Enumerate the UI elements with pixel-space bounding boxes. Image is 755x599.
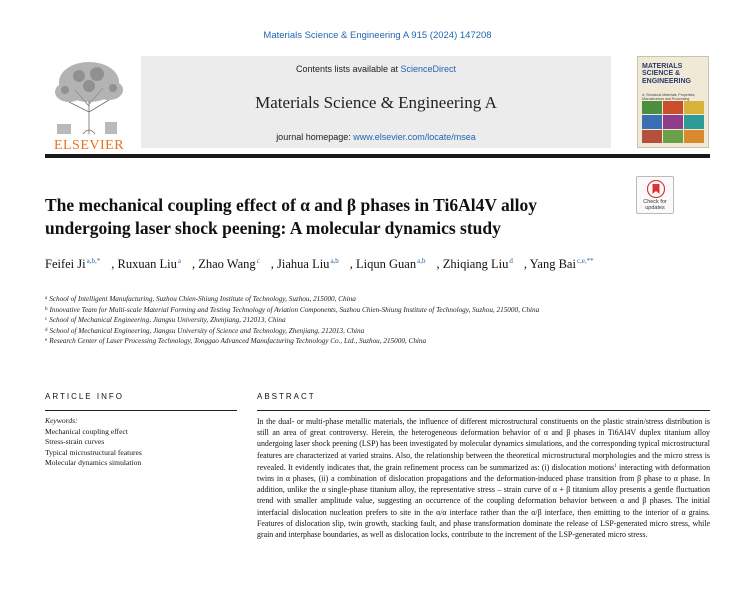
affiliation-text: School of Mechanical Engineering, Jiangsu University, Zhenjiang, 212013, China <box>49 316 286 324</box>
affiliation-marker: a <box>45 296 48 301</box>
affiliation-text: Innovative Team for Multi-scale Material Forming and Testing Technology of Aviation Components, Suzhou Chien-Shiung Institute of Technology, Suzhou, 215000, China <box>49 305 540 314</box>
author-name-text[interactable]: Zhiqiang Liu <box>442 257 509 271</box>
abstract-part-2: interacting with deformation twins in α phases, (ii) a combination of dislocation propagations and the deformation-induced phase transition from β phase to α phase. In addition, unlike the α single-phase titanium alloy, the representative stress – strain curve of α + β titanium alloy presents a gentle fluctuation trend with smaller amplitude value, suggesting an occurrence of the coupling deformation behavior between α and β phases. The initial interfacial dislocation nucleation prefers to site in the α/α interface rather than the α/β interface, then emitting to the interior of α grains. Features of dislocation slip, twin growth, stacking fault, and phase transformation dominate the release of LSP-generated micro stress, while grain and interphase boundaries, as well as dislocation locks, contribute to the increment of the LSP-generated micro stress. <box>257 462 711 540</box>
author-affiliation-marker[interactable]: a,b <box>330 257 339 265</box>
footnote-marker[interactable]: 1 <box>614 463 617 469</box>
contents-line <box>141 64 611 74</box>
cover-tile <box>642 130 662 143</box>
homepage-prefix: journal homepage: <box>276 132 354 142</box>
keyword-item[interactable]: Stress-strain curves <box>45 437 105 446</box>
cover-tile <box>684 115 704 128</box>
author-name-text[interactable]: Yang Bai <box>529 257 576 271</box>
masthead-rule <box>45 154 710 158</box>
author-name-text[interactable]: Liqun Guan <box>356 257 417 271</box>
author-name[interactable] <box>117 257 180 271</box>
check-for-updates-button[interactable] <box>636 176 674 214</box>
affiliation-marker: c <box>45 317 48 322</box>
journal-citation[interactable]: Materials Science & Engineering A 915 (2024) 147208 <box>263 30 492 41</box>
affiliation-text: School of Intelligent Manufacturing, Suzhou Chien-Shiung Institute of Technology, Suzhou, 215000, China <box>49 295 356 303</box>
author-affiliation-marker[interactable]: a,b,* <box>86 257 101 265</box>
author-name-text[interactable]: Ruxuan Liu <box>117 257 177 271</box>
article-title: The mechanical coupling effect of α and β phases in Ti6Al4V alloy undergoing laser shock peening: A molecular dynamics study <box>45 195 538 238</box>
abstract-part-1: In the dual- or multi-phase metallic materials, the influence of different microstructural constituents on the plastic strain/stress distribution is still an area of great controversy. Herein, the heterogeneous deformation behavior of α and β phases in Ti6Al4V duplex titanium alloy undergoing laser shock peening (LSP) has been investigated by molecular dynamics simulations, and the corresponding typical microstructural features are characterized at varied strains. Also, the relationship between the theoretical microstructural morphologies and the micro stress is revealed. It evidently indicates that, the grain refinement process can be summarized as: (i) dislocation motions <box>257 417 710 472</box>
publisher-name: ELSEVIER <box>53 138 125 153</box>
keywords-label: Keywords: <box>45 416 78 425</box>
contents-prefix: Contents lists available at <box>295 64 401 74</box>
author-name[interactable] <box>356 257 425 271</box>
cover-subtitle: A: Structural Materials: Properties, Microstructure and Processing <box>642 93 696 101</box>
author-affiliation-marker[interactable]: a <box>177 257 181 265</box>
journal-cover-thumbnail[interactable] <box>637 56 709 148</box>
cover-tile <box>684 101 704 114</box>
affiliation-item <box>45 336 665 347</box>
cover-tile <box>663 115 683 128</box>
author-name-text[interactable]: Zhao Wang <box>198 257 256 271</box>
keyword-item[interactable]: Molecular dynamics simulation <box>45 458 142 467</box>
author-affiliation-marker[interactable]: a,b <box>417 257 426 265</box>
journal-title: Materials Science & Engineering A <box>255 93 497 112</box>
article-info-rule <box>45 410 237 411</box>
abstract-body <box>257 416 710 540</box>
cover-image-grid <box>642 101 704 143</box>
author-name[interactable] <box>443 257 513 271</box>
elsevier-tree-logo <box>45 56 133 148</box>
abstract-heading: ABSTRACT <box>257 392 316 401</box>
author-name[interactable] <box>277 257 339 271</box>
affiliation-item <box>45 326 665 337</box>
cover-tile <box>663 101 683 114</box>
keyword-item[interactable]: Typical microstructural features <box>45 447 142 457</box>
keywords-block <box>45 416 235 469</box>
article-info-heading: ARTICLE INFO <box>45 392 124 401</box>
cover-tile <box>642 115 662 128</box>
author-affiliation-marker[interactable]: c,e,** <box>576 257 594 265</box>
bookmark-icon <box>647 180 665 198</box>
affiliation-text: School of Mechanical Engineering, Jiangsu University of Science and Technology, Zhenjiang, 212013, China <box>49 326 365 335</box>
affiliation-item <box>45 305 665 316</box>
sciencedirect-link[interactable]: ScienceDirect <box>400 64 457 74</box>
author-name[interactable] <box>45 257 100 271</box>
cover-tile <box>684 130 704 143</box>
check-label-line1: Check for <box>643 199 667 205</box>
affiliation-marker: d <box>45 327 48 333</box>
journal-masthead <box>45 56 710 158</box>
author-list: Feifei $Ji^{a,b,*}$ , Ruxuan Liu$^a$ , Zhao Wang$^c$ , Jiahua Liu$^{a,b}$ , Liqun Guan$^{a,b}$ , Zhiqiang Liu$^d$ , Yang Bai$^{c,e,**}$ <box>45 257 594 271</box>
keyword-item[interactable]: Mechanical coupling effect <box>45 426 128 436</box>
author-name-text[interactable]: Jiahua Liu <box>277 257 330 271</box>
abstract-rule <box>257 410 710 411</box>
check-label-line2: updates <box>645 205 665 212</box>
cover-title: MATERIALS SCIENCE & ENGINEERING <box>642 63 692 85</box>
affiliation-marker: e <box>45 338 48 343</box>
check-for-updates-label <box>637 199 673 211</box>
journal-homepage-link[interactable]: www.elsevier.com/locate/msea <box>353 132 476 142</box>
cover-tile <box>663 130 683 143</box>
author-affiliation-marker[interactable]: c <box>256 257 260 265</box>
author-affiliation-marker[interactable]: d <box>509 257 513 265</box>
affiliation-marker: b <box>45 306 48 312</box>
affiliation-item <box>45 294 665 305</box>
affiliation-text: Research Center of Laser Processing Technology, Tonggao Advanced Manufacturing Technology Co., Ltd., Suzhou, 215000, China <box>49 337 427 345</box>
affiliation-list <box>45 294 665 347</box>
cover-tile <box>642 101 662 114</box>
homepage-line <box>141 132 611 142</box>
affiliation-item <box>45 315 665 326</box>
author-name-text[interactable]: Feifei Ji <box>45 257 86 271</box>
author-name[interactable] <box>198 257 260 271</box>
journal-banner <box>141 56 611 148</box>
author-name[interactable] <box>530 257 594 271</box>
